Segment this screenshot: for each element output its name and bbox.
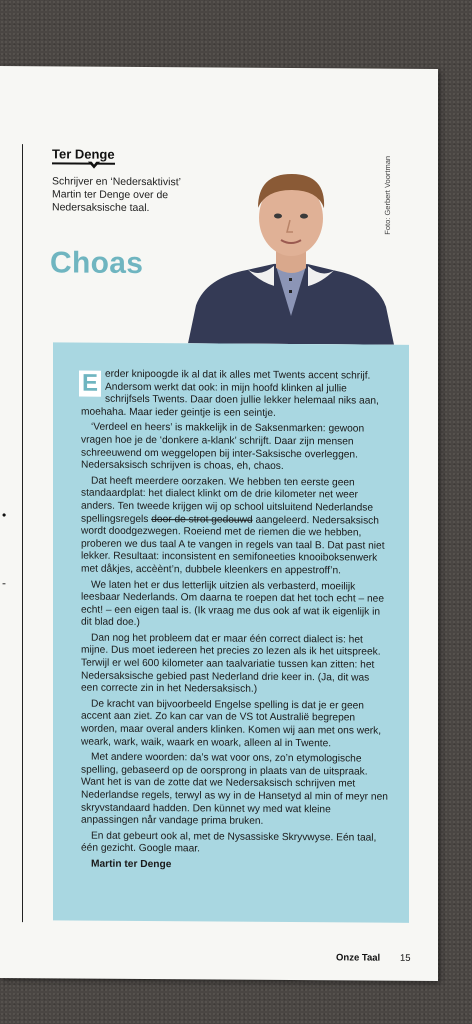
- column-label: Ter Denge: [52, 146, 115, 164]
- author-portrait-image: [186, 165, 396, 344]
- magazine-page: [0, 66, 438, 981]
- margin-mark: •: [2, 508, 7, 523]
- paragraph: En dat gebeurt ook al, met de Nysassiske Skryvwyse. Eén taal, één gezicht. Google maar.: [81, 830, 377, 855]
- paragraph: ‘Verdeel en heers’ is makkelijk in de Saksenmarken: gewoon vragen hoe je de ‘donkere a-klank’ schrijft. Daar zijn mensen schreeuwend om weggelopen bij inter-Saksische overleggen. Nedersaksisch schrijven is choas, eh, chaos.: [81, 422, 365, 473]
- intro-text: Schrijver en ‘Nedersaktivist’ Martin ter Denge over de Nedersaksische taal.: [52, 175, 181, 215]
- paragraph: E erder knipoogde ik al dat ik alles met Twents accent schrijf. Andersom werkt dat ook: in mijn hoofd klinken al jullie schrijfsels Twents. Daar doen jullie lekker helemaal niks aan, moehaha. Maar ieder geintje is een seintje.: [81, 368, 379, 419]
- margin-mark: -: [2, 576, 6, 591]
- page-number: 15: [400, 952, 411, 964]
- paragraph: We laten het er dus letterlijk uitzien als verbasterd, moeilijk leesbaar Nederlands. Om daarna te roepen dat het toch echt – nee echt! – een eigen taal is. (Ik vraag me dus ook af wat ik eigenlijk in dit blad doe.): [81, 579, 384, 629]
- strikethrough-text: door de strot gedouwd: [151, 513, 253, 526]
- dropcap: E: [79, 371, 101, 397]
- magazine-name: Onze Taal: [336, 952, 381, 964]
- paragraph: Dan nog het probleem dat er maar één correct dialect is: het mijne. Dus moet iedereen het precies zo lezen als ik het uitspreek. Terwijl er wel 600 kilometer aan taalvariatie tussen kan zitten: het Nedersaksische gebied past Nederland drie keer in. (Ja, dit was een correcte zin in het Nedersaksisch.): [81, 632, 381, 696]
- paragraph: Dat heeft meerdere oorzaken. We hebben ten eerste geen standaardplat: het dialect klinkt om de drie kilometer net weer anders. Ten tweede krijgen wij op school uitsluitend Nederlandse spellingsregels door de strot gedouwd aangeleerd. Nedersaksisch wordt doodgezwegen. Roeiend met de riemen die we hebben, proberen we dus taal A te vangen in regels van taal B. Dat past niet lekker. Resultaat: inconsistent en semifoneeties knooiboksenwerk met dåkjes, accèènt’n, dubbele kleenkers en appestroff’n.: [81, 475, 385, 577]
- author-photo: [186, 165, 396, 344]
- article-box: [53, 342, 409, 922]
- author-signature: Martin ter Denge: [91, 858, 172, 871]
- headline: Choas: [50, 246, 144, 280]
- speech-bubble-tail-icon: [88, 162, 100, 169]
- photo-credit: Foto: Gerbert Voortman: [383, 155, 392, 235]
- paragraph: Met andere woorden: da’s wat voor ons, zo’n etymologische spelling, gebaseerd op de oorsprong in plaats van de uitspraak. Want het is van de zotte dat we Nedersaksisch schrijven met Nederlandse regels, terwyl as wy in de Hansetyd al min of meyr nen skryvstandaard hadden. Den künnet wy med wat kleine anpassingen når vandage prima bruken.: [81, 751, 388, 828]
- left-margin-rule: [22, 144, 23, 922]
- paragraph: De kracht van bijvoorbeeld Engelse spelling is dat je er geen accent aan ziet. Zo kan car van de VS tot Australië begrepen worden, maar overal anders klinken. Komen wij aan met ons werk, weark, wark, waik, waark en woark, alleen al in Twente.: [81, 698, 382, 749]
